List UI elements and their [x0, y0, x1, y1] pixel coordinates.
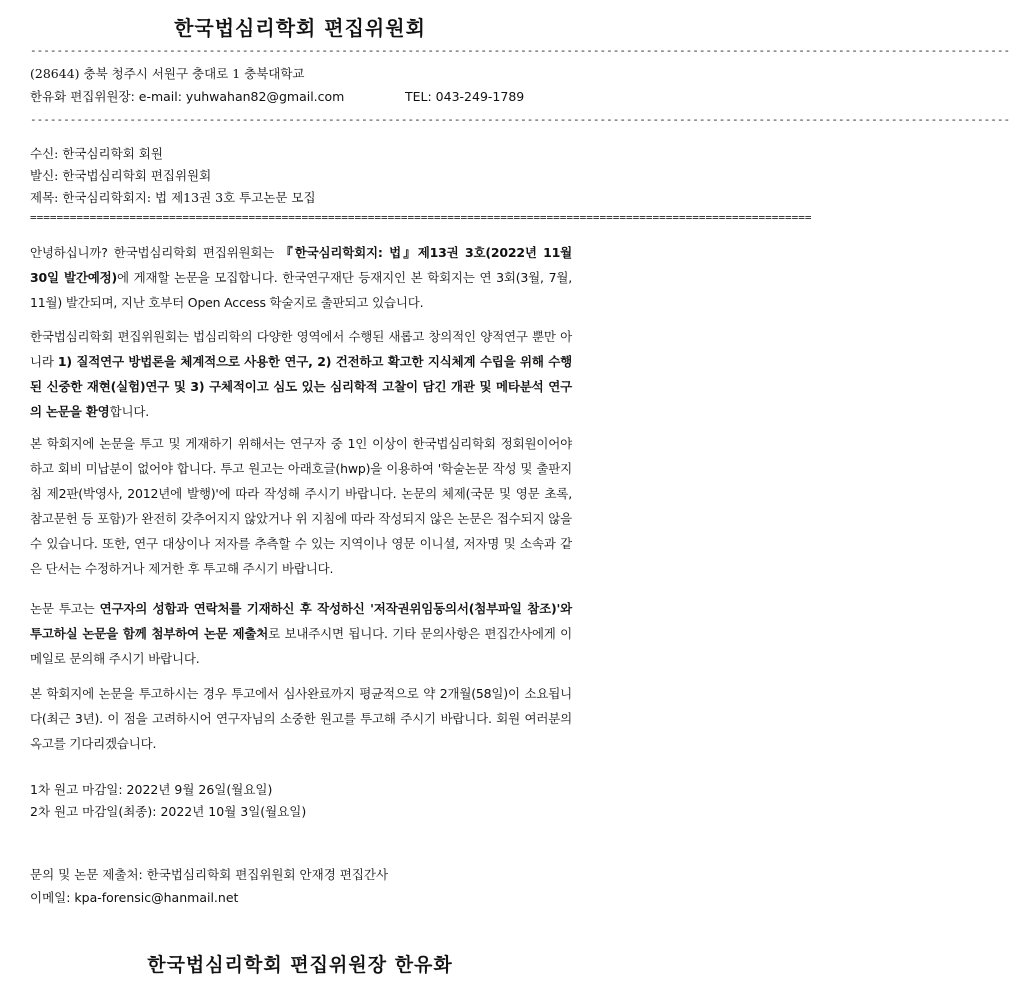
memo-subject: 제목: 한국심리학회지: 법 제13권 3호 투고논문 모집	[30, 190, 316, 205]
paragraph-text: 본 학회지에 논문을 투고하시는 경우 투고에서 심사완료까지 평균적으로 약 2개월(58일)이 소요됩니다(최근 3년). 이 점을 고려하시어 연구자님의 소중한 원고를 투고해 주시기 바랍니다. 회원 여러분의 옥고를 기다리겠습니다.	[30, 686, 572, 751]
telephone-number: TEL: 043-249-1789	[405, 89, 525, 104]
signature-line: 한국법심리학회 편집위원장 한유화	[147, 954, 453, 976]
paragraph-intro	[30, 240, 572, 315]
contact-email: 이메일: kpa-forensic@hanmail.net	[30, 890, 239, 905]
document-title: 한국법심리학회 편집위원회	[174, 16, 426, 40]
emphasized-text: 연구자의 성함과 연락처를 기재하신 후 작성하신 '저작권위임동의서(첨부파일 참조)'와 투고하실 논문을 함께 첨부하여 논문 제출처	[30, 601, 572, 641]
double-divider: ======================================================================================================================	[30, 211, 812, 224]
dash-divider-bottom: ----------------------------------------------------------------------------------------------------------------------------------------------------	[30, 113, 1010, 126]
paragraph-welcome	[30, 324, 572, 424]
paragraph-text: 로 보내주시면 됩니다. 기타 문의사항은 편집간사에게 이메일로 문의해 주시기 바랍니다.	[30, 626, 572, 666]
first-deadline: 1차 원고 마감일: 2022년 9월 26일(월요일)	[30, 782, 273, 797]
memo-recipient: 수신: 한국심리학회 회원	[30, 146, 163, 161]
dash-divider-top: ----------------------------------------------------------------------------------------------------------------------------------------------------	[30, 44, 1010, 57]
paragraph-text: 안녕하십니까? 한국법심리학회 편집위원회는	[30, 245, 281, 260]
final-deadline: 2차 원고 마감일(최종): 2022년 10월 3일(월요일)	[30, 804, 307, 819]
paragraph-text: 합니다.	[109, 404, 149, 419]
emphasized-text: 『한국심리학회지: 법』제13권 3호(2022년 11월 30일 발간예정)	[30, 245, 572, 285]
address-line: (28644) 충북 청주시 서원구 충대로 1 충북대학교	[30, 66, 305, 81]
editor-contact-line: 한유화 편집위원장: e-mail: yuhwahan82@gmail.com	[30, 89, 345, 104]
paragraph-requirements	[30, 431, 572, 581]
paragraph-text: 논문 투고는	[30, 601, 100, 616]
submission-contact: 문의 및 논문 제출처: 한국법심리학회 편집위원회 안재경 편집간사	[30, 867, 389, 882]
paragraph-submission	[30, 596, 572, 671]
paragraph-review-period	[30, 681, 572, 756]
emphasized-text: 1) 질적연구 방법론을 체계적으로 사용한 연구, 2) 건전하고 확고한 지식체계 수립을 위해 수행된 신중한 재현(실험)연구 및 3) 구체적이고 심도 있는 심리학적 고찰이 담긴 개관 및 메타분석 연구의 논문을 환영	[30, 354, 572, 419]
paragraph-text: 한국법심리학회 편집위원회는 법심리학의 다양한 영역에서 수행된 새롭고 창의적인 양적연구 뿐만 아니라	[30, 329, 572, 369]
paragraph-text: 본 학회지에 논문을 투고 및 게재하기 위해서는 연구자 중 1인 이상이 한국법심리학회 정회원이어야 하고 회비 미납분이 없어야 합니다. 투고 원고는 아래호글(hwp)을 이용하여 '학술논문 작성 및 출판지침 제2판(박영사, 2012년에 발행)'에 따라 작성해 주시기 바랍니다. 논문의 체제(국문 및 영문 초록, 참고문헌 등 포함)가 완전히 갖추어지지 않았거나 위 지침에 따라 작성되지 않은 논문은 접수되지 않을 수 있습니다. 또한, 연구 대상이나 저자를 추측할 수 있는 지역이나 영문 이니셜, 저자명 및 소속과 같은 단서는 수정하거나 제거한 후 투고해 주시기 바랍니다.	[30, 436, 572, 576]
memo-sender: 발신: 한국법심리학회 편집위원회	[30, 168, 212, 183]
paragraph-text: 에 게재할 논문을 모집합니다. 한국연구재단 등재지인 본 학회지는 연 3회(3월, 7월, 11월) 발간되며, 지난 호부터 Open Access 학술지로 출판되고 있습니다.	[30, 270, 572, 310]
